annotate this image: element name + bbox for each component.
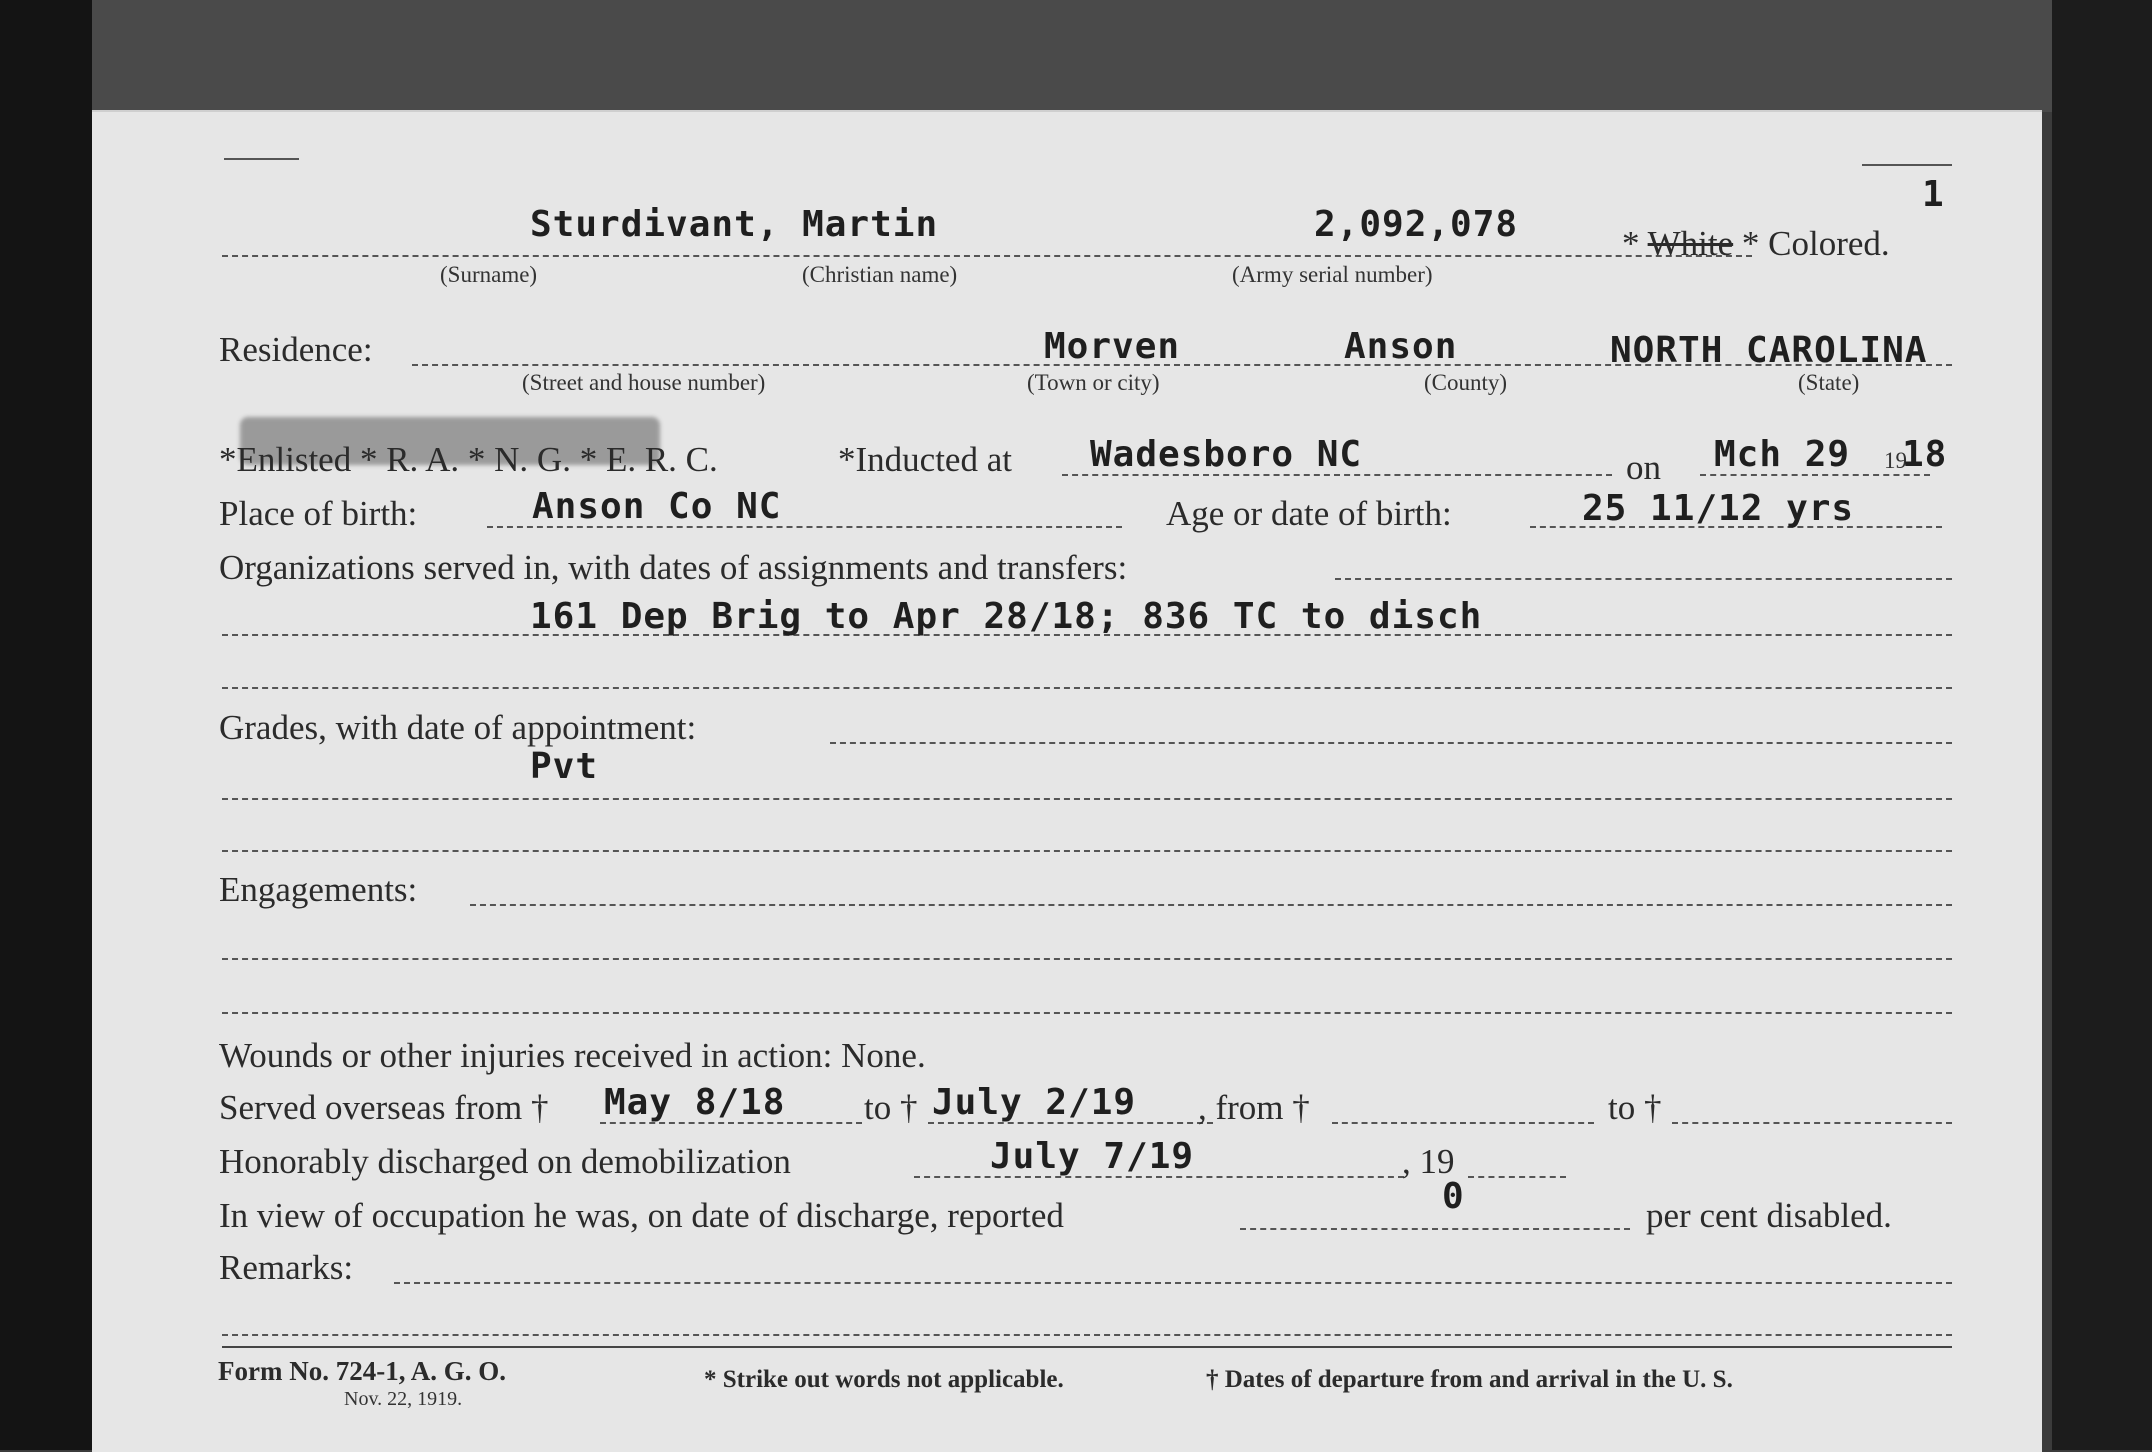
organizations-value: 161 Dep Brig to Apr 28/18; 836 TC to disch <box>530 596 1483 637</box>
name-line <box>222 255 1752 257</box>
corner-rule-right <box>1862 164 1952 166</box>
overseas-from: May 8/18 <box>604 1082 786 1123</box>
discharge-date: July 7/19 <box>990 1136 1195 1177</box>
overseas-to-label: to † <box>864 1088 918 1127</box>
caption-surname: (Surname) <box>440 262 538 287</box>
residence-county: Anson <box>1344 326 1458 367</box>
overseas-from2-line <box>1332 1122 1594 1124</box>
caption-town: (Town or city) <box>1027 370 1160 395</box>
disability-label: In view of occupation he was, on date of discharge, reported <box>219 1196 1064 1235</box>
wounds-value: None. <box>841 1036 926 1075</box>
remarks-label: Remarks: <box>219 1248 354 1287</box>
disability-value: 0 <box>1442 1176 1465 1217</box>
remarks-line-1 <box>394 1282 1952 1284</box>
organizations-line-1 <box>1335 578 1952 580</box>
age-value: 25 11/12 yrs <box>1582 488 1855 529</box>
corner-rule <box>224 158 299 160</box>
discharge-year-label: , 19 <box>1402 1142 1455 1181</box>
form-number: Form No. 724-1, A. G. O. <box>218 1356 506 1386</box>
residence-label: Residence: <box>219 330 373 369</box>
overseas-from2-label: , from † <box>1198 1088 1310 1127</box>
engagements-line-2 <box>222 958 1952 960</box>
on-label: on <box>1626 448 1661 487</box>
caption-serial-number: (Army serial number) <box>1232 262 1433 287</box>
scan-top-border <box>92 0 2052 112</box>
race-options: * White * Colored. <box>1622 224 1890 263</box>
age-label: Age or date of birth: <box>1166 494 1452 533</box>
engagements-line-3 <box>222 1012 1952 1014</box>
footer-rule <box>222 1346 1952 1348</box>
disability-suffix: per cent disabled. <box>1646 1196 1892 1235</box>
place-of-birth: Anson Co NC <box>532 486 782 527</box>
discharge-year-line <box>1468 1176 1566 1178</box>
inducted-date: Mch 29 <box>1714 434 1851 475</box>
engagements-label: Engagements: <box>219 870 418 909</box>
scan-left-border <box>0 0 92 1450</box>
year-prefix: 19 <box>1884 448 1907 473</box>
caption-state: (State) <box>1798 370 1860 395</box>
grades-label: Grades, with date of appointment: <box>219 708 697 747</box>
grades-line-2 <box>222 798 1952 800</box>
army-serial-number: 2,092,078 <box>1314 204 1519 245</box>
engagements-line-1 <box>470 904 1952 906</box>
organizations-label: Organizations served in, with dates of assignments and transfers: <box>219 548 1128 587</box>
caption-street: (Street and house number) <box>522 370 766 395</box>
disability-line <box>1240 1228 1630 1230</box>
form-date: Nov. 22, 1919. <box>344 1388 463 1410</box>
service-record-card <box>92 110 2042 1452</box>
discharge-label: Honorably discharged on demobilization <box>219 1142 791 1181</box>
inducted-label: *Inducted at <box>838 440 1012 479</box>
place-of-birth-label: Place of birth: <box>219 494 418 533</box>
race-white-struck: White <box>1647 224 1734 263</box>
caption-christian-name: (Christian name) <box>802 262 958 287</box>
inducted-year: 18 <box>1902 434 1948 475</box>
overseas-label: Served overseas from † <box>219 1088 549 1127</box>
enlistment-options: *Enlisted * R. A. * N. G. * E. R. C. <box>219 440 718 479</box>
wounds-label: Wounds or other injuries received in action: None. <box>219 1036 926 1075</box>
scan-right-border <box>2052 0 2152 1450</box>
overseas-to2-line <box>1672 1122 1952 1124</box>
inducted-at: Wadesboro NC <box>1090 434 1363 475</box>
grades-line-3 <box>222 850 1952 852</box>
overseas-to: July 2/19 <box>932 1082 1137 1123</box>
grades-value: Pvt <box>530 746 599 787</box>
grades-line-1 <box>830 742 1952 744</box>
surname-christian-name: Sturdivant, Martin <box>530 204 939 245</box>
residence-town: Morven <box>1044 326 1181 367</box>
organizations-line-3 <box>222 687 1952 689</box>
residence-state: NORTH CAROLINA <box>1610 330 1928 371</box>
remarks-line-2 <box>222 1334 1952 1336</box>
card-number: 1 <box>1922 174 1945 215</box>
footnote-strike-out: * Strike out words not applicable. <box>704 1366 1064 1393</box>
footnote-dates: † Dates of departure from and arrival in the U. S. <box>1206 1366 1733 1393</box>
caption-county: (County) <box>1424 370 1508 395</box>
overseas-to2-label: to † <box>1608 1088 1662 1127</box>
